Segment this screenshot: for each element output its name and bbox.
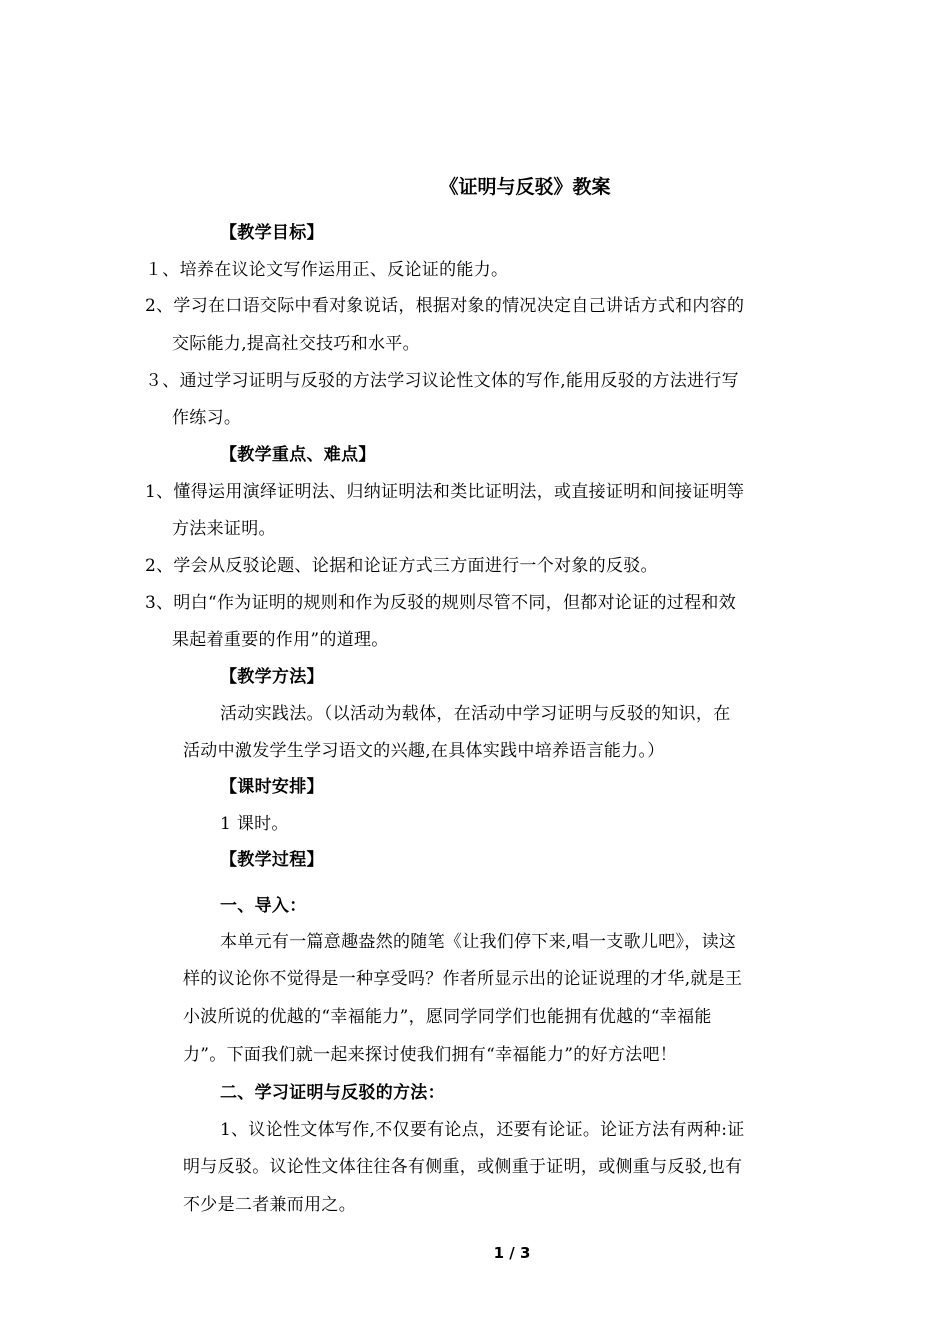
key-point-item-3: 3、明白“作为证明的规则和作为反驳的规则尽管不同，但都对论证的过程和效	[145, 593, 737, 613]
document-title: 《证明与反驳》教案	[439, 176, 611, 198]
intro-line-1: 本单元有一篇意趣盎然的随笔《让我们停下来,唱一支歌儿吧》，读这	[220, 932, 737, 952]
intro-heading: 一、导入：	[220, 896, 307, 916]
key-points-heading: 【教学重点、难点】	[220, 445, 376, 465]
process-heading: 【教学过程】	[220, 850, 324, 870]
methods-line-2: 明与反驳。议论性文体往往各有侧重，或侧重于证明，或侧重与反驳,也有	[183, 1157, 743, 1177]
page-number: 1 / 3	[493, 1244, 531, 1262]
methods-line-3: 不少是二者兼而用之。	[183, 1195, 356, 1215]
key-point-item-2: 2、学会从反驳论题、论据和论证方式三方面进行一个对象的反驳。	[145, 556, 658, 576]
key-point-item-1-cont: 方法来证明。	[172, 519, 276, 539]
methods-line-1: 1、议论性文体写作,不仅要有论点，还要有论证。论证方法有两种:证	[220, 1120, 745, 1140]
objective-item-3-cont: 作练习。	[172, 408, 242, 428]
intro-line-4: 力”。下面我们就一起来探讨使我们拥有“幸福能力”的好方法吧！	[183, 1045, 678, 1065]
method-heading: 【教学方法】	[220, 667, 324, 687]
schedule-heading: 【课时安排】	[220, 777, 324, 797]
objective-item-2-cont: 交际能力,提高社交技巧和水平。	[172, 334, 420, 354]
objective-item-1: １、培养在议论文写作运用正、反论证的能力。	[145, 260, 509, 280]
intro-line-3: 小波所说的优越的“幸福能力”，愿同学同学们也能拥有优越的“幸福能	[183, 1007, 712, 1027]
methods-heading: 二、学习证明与反驳的方法：	[220, 1083, 445, 1103]
objective-item-3: ３、通过学习证明与反驳的方法学习议论性文体的写作,能用反驳的方法进行写	[145, 371, 739, 391]
schedule-text: 1 课时。	[220, 814, 289, 834]
method-text-cont: 活动中激发学生学习语文的兴趣,在具体实践中培养语言能力。）	[183, 741, 665, 761]
intro-line-2: 样的议论你不觉得是一种享受吗？作者所显示出的论证说理的才华,就是王	[183, 969, 743, 989]
key-point-item-3-cont: 果起着重要的作用”的道理。	[172, 630, 389, 650]
objective-item-2: 2、学习在口语交际中看对象说话，根据对象的情况决定自己讲话方式和内容的	[145, 296, 745, 316]
method-text: 活动实践法。（以活动为载体，在活动中学习证明与反驳的知识，在	[220, 704, 731, 724]
objectives-heading: 【教学目标】	[220, 223, 324, 243]
key-point-item-1: 1、懂得运用演绎证明法、归纳证明法和类比证明法，或直接证明和间接证明等	[145, 482, 745, 502]
